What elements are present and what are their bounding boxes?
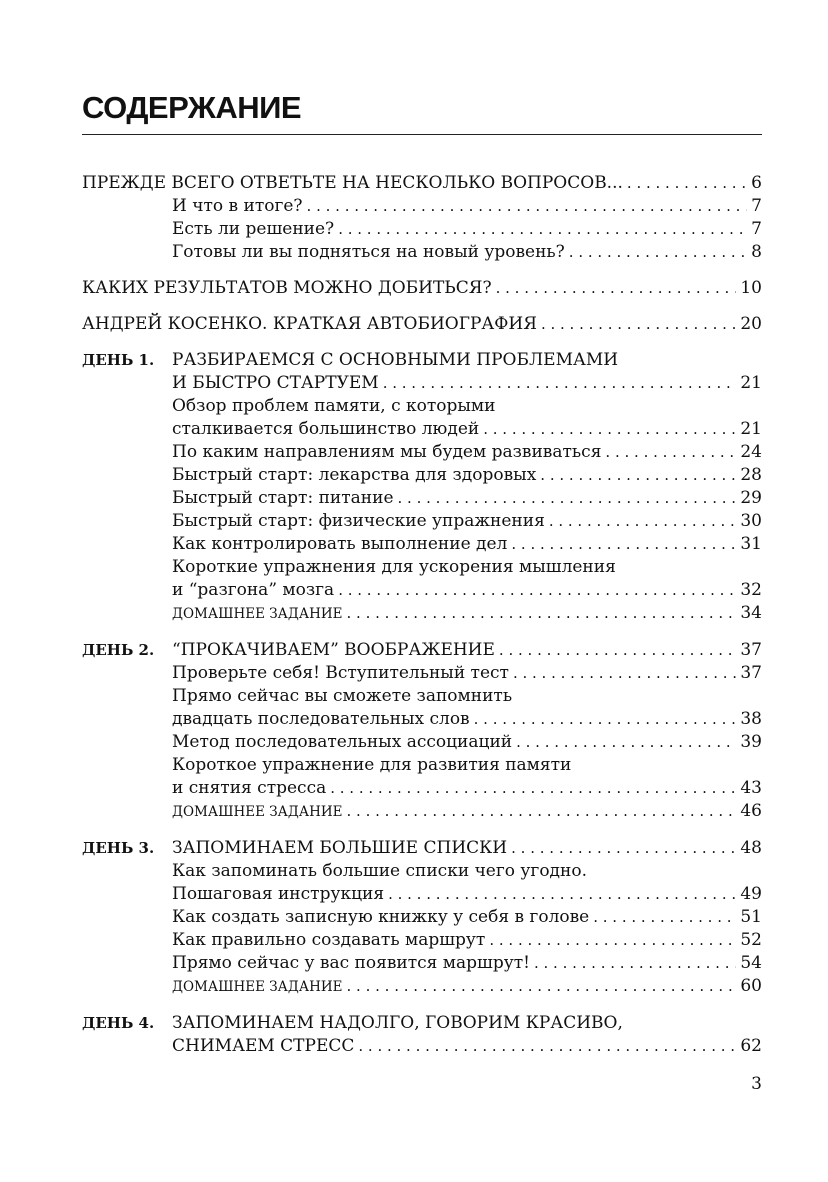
- toc-entry-title: двадцать последовательных слов: [172, 709, 470, 729]
- leader-dots: [347, 602, 737, 625]
- day-label: ДЕНЬ 3.: [82, 839, 155, 857]
- toc-entry-page: 51: [740, 907, 762, 927]
- toc-entry-title: По каким направлениям мы будем развиваться: [172, 442, 602, 462]
- page-title: СОДЕРЖАНИЕ: [82, 90, 302, 125]
- toc-homework[interactable]: [172, 800, 762, 824]
- leader-dots: [338, 218, 747, 241]
- leader-dots: [489, 929, 736, 952]
- toc-entry-page: 30: [740, 511, 762, 531]
- toc-entry-title: “ПРОКАЧИВАЕМ” ВООБРАЖЕНИЕ: [172, 640, 495, 660]
- leader-dots: [549, 510, 737, 533]
- leader-dots: [516, 731, 736, 754]
- toc-entry-title: ДОМАШНЕЕ ЗАДАНИЕ: [172, 804, 343, 820]
- toc-subentry[interactable]: [172, 708, 762, 731]
- toc-subentry[interactable]: [172, 929, 762, 952]
- toc-entry-title-line1: ЗАПОМИНАЕМ НАДОЛГО, ГОВОРИМ КРАСИВО,: [172, 1013, 623, 1033]
- toc-entry-page: 24: [740, 442, 762, 462]
- toc-subentry[interactable]: [172, 952, 762, 975]
- leader-dots: [383, 372, 737, 395]
- toc-entry-title: сталкивается большинство людей: [172, 419, 480, 439]
- toc-entry-day-4[interactable]: [172, 1035, 762, 1058]
- toc-entry-title: Есть ли решение?: [172, 219, 335, 239]
- leader-dots: [540, 464, 736, 487]
- toc-entry-title: Быстрый старт: питание: [172, 488, 394, 508]
- toc-entry-title-line1: РАЗБИРАЕМСЯ С ОСНОВНЫМИ ПРОБЛЕМАМИ: [172, 350, 619, 370]
- toc-entry-title: и “разгона” мозга: [172, 580, 335, 600]
- leader-dots: [511, 837, 736, 860]
- toc-entry-page: 7: [751, 196, 762, 216]
- toc-subentry[interactable]: [172, 195, 762, 218]
- toc-entry-title: ПРЕЖДЕ ВСЕГО ОТВЕТЬТЕ НА НЕСКОЛЬКО ВОПРОСОВ...: [82, 173, 623, 193]
- leader-dots: [569, 241, 747, 264]
- leader-dots: [511, 533, 736, 556]
- toc-entry-page: 46: [740, 801, 762, 821]
- page-number: 3: [751, 1074, 762, 1094]
- toc-entry-title-line1: Короткие упражнения для ускорения мышления: [172, 557, 616, 577]
- toc-entry-title: АНДРЕЙ КОСЕНКО. КРАТКАЯ АВТОБИОГРАФИЯ: [82, 314, 537, 334]
- toc-subentry[interactable]: [172, 777, 762, 800]
- leader-dots: [513, 662, 736, 685]
- toc-entry-title: ДОМАШНЕЕ ЗАДАНИЕ: [172, 979, 343, 995]
- leader-dots: [474, 708, 737, 731]
- toc-entry-title: СНИМАЕМ СТРЕСС: [172, 1036, 355, 1056]
- toc-entry-results[interactable]: [82, 277, 762, 300]
- toc-entry-intro[interactable]: [82, 172, 762, 195]
- toc-subentry[interactable]: [172, 906, 762, 929]
- toc-entry-page: 32: [740, 580, 762, 600]
- toc-entry-title: Как создать записную книжку у себя в голове: [172, 907, 590, 927]
- toc-entry-title: Быстрый старт: лекарства для здоровых: [172, 465, 537, 485]
- leader-dots: [605, 441, 736, 464]
- toc-entry-page: 60: [740, 976, 762, 996]
- toc-entry-page: 37: [740, 663, 762, 683]
- toc-entry-title: Быстрый старт: физические упражнения: [172, 511, 545, 531]
- day-label: ДЕНЬ 2.: [82, 641, 155, 659]
- toc-subentry[interactable]: [172, 487, 762, 510]
- leader-dots: [338, 579, 736, 602]
- toc-entry-page: 38: [740, 709, 762, 729]
- toc-entry-title: Проверьте себя! Вступительный тест: [172, 663, 509, 683]
- toc-subentry[interactable]: [172, 241, 762, 264]
- toc-entry-page: 21: [740, 373, 762, 393]
- toc-day-3: [82, 837, 762, 999]
- leader-dots: [307, 195, 748, 218]
- toc-entry-page: 52: [740, 930, 762, 950]
- toc-day-1: [82, 349, 762, 626]
- toc-entry-page: 29: [740, 488, 762, 508]
- toc-entry-page: 54: [740, 953, 762, 973]
- toc-subentry[interactable]: [172, 731, 762, 754]
- toc-entry-title: Как контролировать выполнение дел: [172, 534, 508, 554]
- toc-entry-page: 48: [740, 838, 762, 858]
- toc-subentry[interactable]: [172, 418, 762, 441]
- toc-entry-page: 28: [740, 465, 762, 485]
- title-rule: [82, 134, 762, 135]
- toc-entry-page: 49: [740, 884, 762, 904]
- toc-entry-page: 34: [740, 603, 762, 623]
- toc-entry-title: И БЫСТРО СТАРТУЕМ: [172, 373, 379, 393]
- leader-dots: [398, 487, 737, 510]
- day-label: ДЕНЬ 1.: [82, 351, 155, 369]
- toc-entry-title: Готовы ли вы подняться на новый уровень?: [172, 242, 565, 262]
- toc-entry-title-line1: Обзор проблем памяти, с которыми: [172, 396, 496, 416]
- table-of-contents: [82, 172, 762, 1058]
- toc-entry-page: 37: [740, 640, 762, 660]
- leader-dots: [388, 883, 736, 906]
- leader-dots: [347, 800, 737, 823]
- leader-dots: [593, 906, 736, 929]
- toc-entry-page: 62: [740, 1036, 762, 1056]
- leader-dots: [499, 639, 736, 662]
- toc-subentry[interactable]: [172, 579, 762, 602]
- toc-entry-page: 43: [740, 778, 762, 798]
- toc-entry-title: и снятия стресса: [172, 778, 327, 798]
- toc-entry-day-2[interactable]: [172, 639, 762, 662]
- toc-entry-title: Метод последовательных ассоциаций: [172, 732, 513, 752]
- toc-subentry[interactable]: [172, 441, 762, 464]
- toc-subentry[interactable]: [172, 218, 762, 241]
- toc-subentry[interactable]: [172, 662, 762, 685]
- toc-entry-title: Прямо сейчас у вас появится маршрут!: [172, 953, 530, 973]
- toc-entry-page: 6: [751, 173, 762, 193]
- toc-homework[interactable]: [172, 602, 762, 626]
- toc-subentry[interactable]: [172, 883, 762, 906]
- leader-dots: [496, 277, 737, 300]
- leader-dots: [358, 1035, 736, 1058]
- toc-entry-bio[interactable]: [82, 313, 762, 336]
- day-label: ДЕНЬ 4.: [82, 1014, 155, 1032]
- toc-entry-title: Пошаговая инструкция: [172, 884, 385, 904]
- leader-dots: [330, 777, 736, 800]
- toc-day-2: [82, 639, 762, 824]
- leader-dots: [627, 172, 747, 195]
- toc-entry-title: КАКИХ РЕЗУЛЬТАТОВ МОЖНО ДОБИТЬСЯ?: [82, 278, 492, 298]
- leader-dots: [483, 418, 736, 441]
- toc-entry-page: 20: [740, 314, 762, 334]
- toc-entry-title-line1: Прямо сейчас вы сможете запомнить: [172, 686, 513, 706]
- toc-entry-page: 31: [740, 534, 762, 554]
- toc-entry-day-3[interactable]: [172, 837, 762, 860]
- toc-entry-page: 39: [740, 732, 762, 752]
- toc-entry-title-line1: Как запоминать большие списки чего угодно.: [172, 861, 587, 881]
- leader-dots: [534, 952, 736, 975]
- toc-homework[interactable]: [172, 975, 762, 999]
- toc-entry-page: 8: [751, 242, 762, 262]
- leader-dots: [347, 975, 737, 998]
- toc-subentry[interactable]: [172, 510, 762, 533]
- toc-entry-title: Как правильно создавать маршрут: [172, 930, 486, 950]
- toc-entry-title: ЗАПОМИНАЕМ БОЛЬШИЕ СПИСКИ: [172, 838, 508, 858]
- toc-entry-title: И что в итоге?: [172, 196, 303, 216]
- leader-dots: [541, 313, 736, 336]
- toc-entry-page: 7: [751, 219, 762, 239]
- toc-entry-page: 21: [740, 419, 762, 439]
- toc-subentry[interactable]: [172, 533, 762, 556]
- toc-entry-day-1[interactable]: [172, 372, 762, 395]
- toc-entry-page: 10: [740, 278, 762, 298]
- toc-entry-title: ДОМАШНЕЕ ЗАДАНИЕ: [172, 606, 343, 622]
- toc-entry-title-line1: Короткое упражнение для развития памяти: [172, 755, 572, 775]
- toc-subentry[interactable]: [172, 464, 762, 487]
- toc-day-4: [82, 1012, 762, 1058]
